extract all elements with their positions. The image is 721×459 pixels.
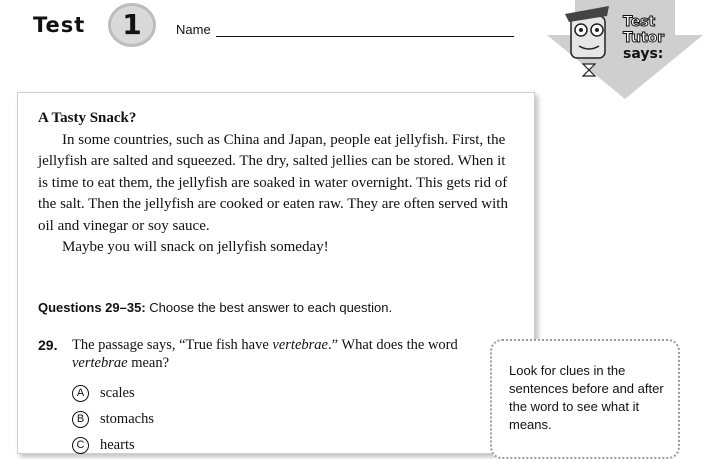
- passage-title: A Tasty Snack?: [38, 110, 137, 126]
- tutor-line-1: Test: [623, 14, 656, 30]
- passage-paragraph-1: In some countries, such as China and Japan, people eat jellyfish. First, the jellyfish are salted and squeezed. The dry, salted jellies can be stored. When it is time to eat them, the jellyfish are soaked in water overnight. This gets rid of the salt. Then the jellyfish are cooked or eaten raw. They are often served with oil and vinegar or soy sauce.: [38, 131, 508, 234]
- reading-passage: [38, 108, 508, 259]
- tutor-line-2: Tutor: [623, 30, 665, 46]
- answer-bubble-c[interactable]: C: [72, 437, 89, 454]
- question-term: vertebrae: [272, 337, 328, 353]
- question-29: [38, 336, 458, 372]
- answer-options: [72, 380, 154, 458]
- answer-option-b[interactable]: [72, 406, 154, 432]
- question-term-2: vertebrae: [72, 355, 128, 371]
- answer-text-a: scales: [100, 384, 135, 401]
- question-text: The passage says, “True fish have vertebrae.” What does the word vertebrae mean?: [72, 337, 458, 371]
- questions-range: Questions 29–35:: [38, 300, 146, 315]
- test-label: Test: [33, 13, 86, 37]
- answer-bubble-a[interactable]: A: [72, 385, 89, 402]
- question-number: 29.: [38, 337, 58, 353]
- test-number: 1: [122, 8, 142, 41]
- answer-bubble-b[interactable]: B: [72, 411, 89, 428]
- answer-option-a[interactable]: [72, 380, 154, 406]
- answer-text-b: stomachs: [100, 410, 154, 427]
- test-number-badge: [108, 3, 156, 47]
- answer-text-c: hearts: [100, 436, 135, 453]
- questions-instruction: Choose the best answer to each question.: [149, 300, 393, 315]
- name-label: Name: [176, 22, 211, 37]
- questions-header: [38, 300, 392, 315]
- tutor-tip-text: Look for clues in the sentences before and after the word to see what it means.: [509, 363, 664, 432]
- answer-option-c[interactable]: [72, 432, 154, 458]
- passage-paragraph-2: Maybe you will snack on jellyfish someday!: [62, 239, 329, 255]
- name-field-line[interactable]: [216, 36, 514, 37]
- tutor-line-3: says:: [623, 46, 664, 62]
- test-tutor-label: [623, 14, 664, 62]
